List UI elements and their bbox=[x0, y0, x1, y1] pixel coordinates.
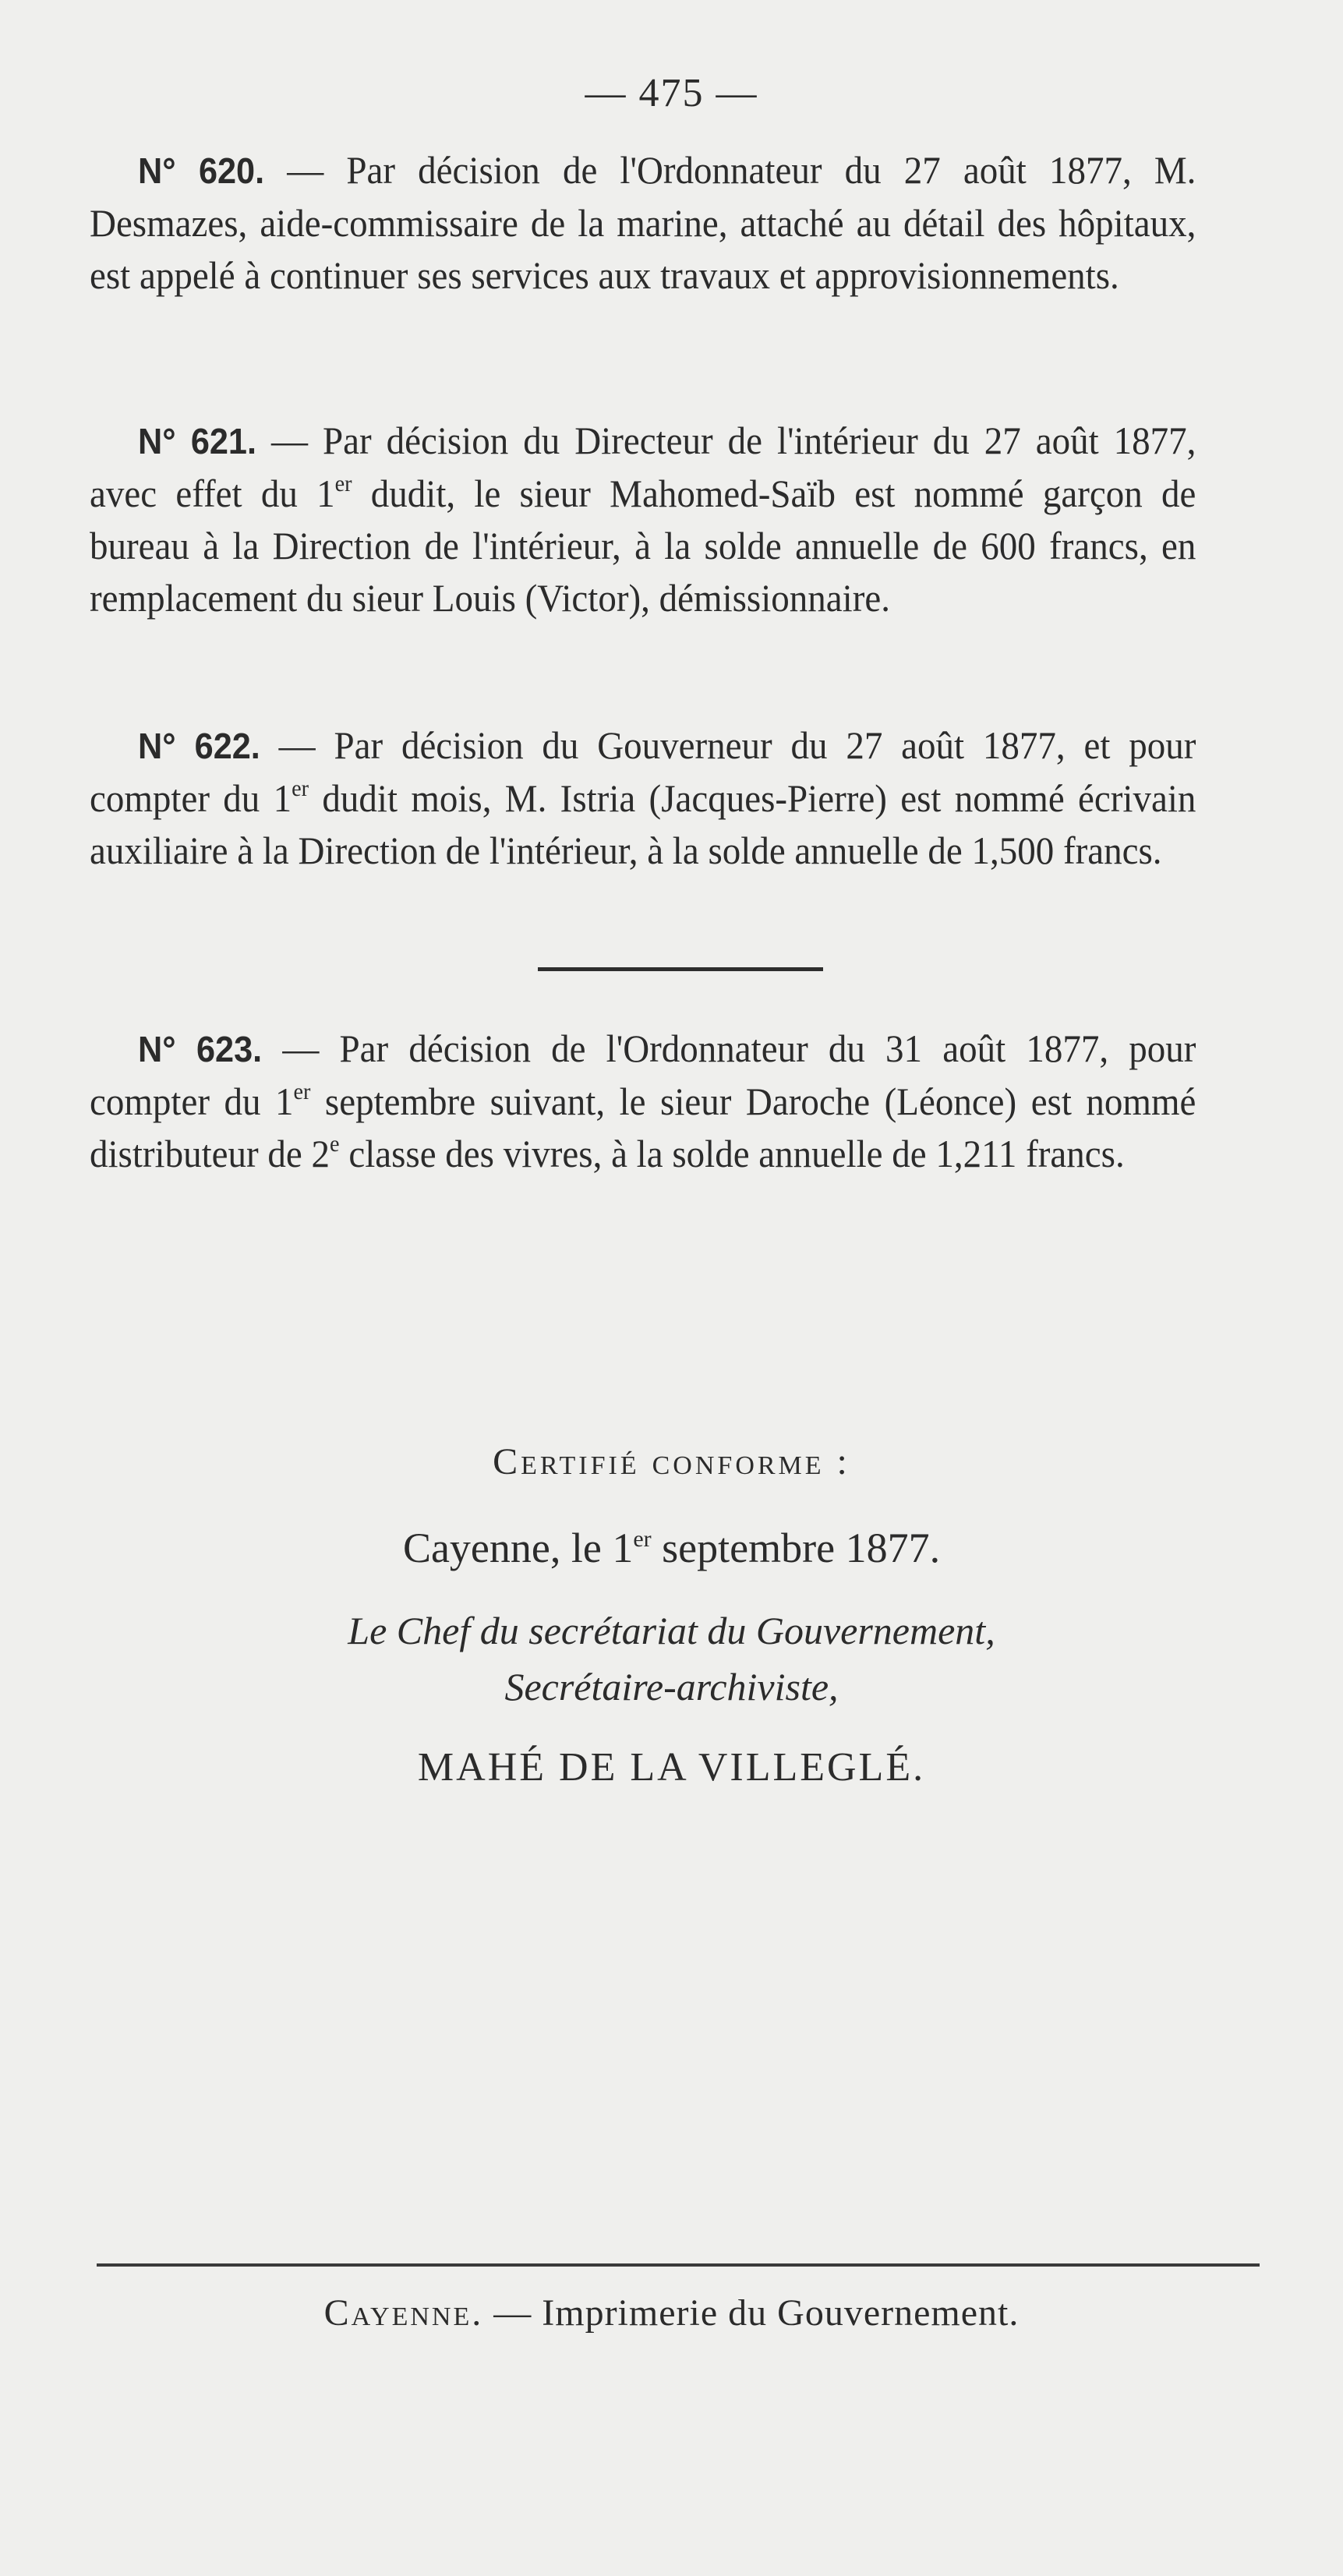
entry-paragraph bbox=[90, 719, 1196, 877]
footer-rule bbox=[97, 2263, 1260, 2267]
place-text: Cayenne, le 1 bbox=[402, 1525, 634, 1571]
entry-paragraph bbox=[90, 1023, 1196, 1180]
entry-text: — Par décision de l'Ordonnateur du 27 août 1877, M. Desmazes, aide-commissaire de la marine, attaché au détail des hôpitaux, est appelé à continuer ses services aux travaux et approvisionnements. bbox=[90, 148, 1196, 297]
superscript: e bbox=[330, 1131, 340, 1157]
page-number: — 475 — bbox=[585, 71, 758, 115]
certification-place-date bbox=[0, 1524, 1343, 1572]
superscript: er bbox=[334, 471, 352, 496]
entry-text: — Par décision du Gouverneur du 27 août 1877, et pour compter du 1 bbox=[90, 723, 1196, 820]
superscript: er bbox=[633, 1526, 652, 1552]
decision-entry-622 bbox=[90, 719, 1196, 877]
entry-text: septembre suivant, le sieur Daroche (Léonce) est nommé distributeur de 2 bbox=[90, 1080, 1196, 1175]
certification-title: Certifié conforme : bbox=[493, 1441, 850, 1482]
entry-number: N° 621. bbox=[138, 421, 256, 461]
entry-number: N° 620. bbox=[138, 150, 265, 191]
imprint-city: Cayenne. bbox=[323, 2292, 484, 2334]
entry-paragraph bbox=[90, 144, 1196, 302]
section-separator bbox=[538, 967, 823, 971]
entry-text: — Par décision de l'Ordonnateur du 31 août 1877, pour compter du 1 bbox=[90, 1027, 1196, 1123]
certification-role: Le Chef du secrétariat du Gouvernement, bbox=[348, 1609, 995, 1652]
entry-text: dudit mois, M. Istria (Jacques-Pierre) est nommé écrivain auxiliaire à la Direction de l'intérieur, à la solde annuelle de 1,500 francs. bbox=[90, 776, 1196, 872]
superscript: er bbox=[293, 1079, 311, 1104]
entry-number: N° 623. bbox=[138, 1029, 263, 1069]
entry-number: N° 622. bbox=[138, 726, 260, 766]
entry-paragraph bbox=[90, 415, 1196, 624]
entry-text: dudit, le sieur Mahomed-Saïb est nommé garçon de bureau à la Direction de l'intérieur, à la solde annuelle de 600 francs, en remplacement du sieur Louis (Victor), démissionnaire. bbox=[90, 472, 1196, 620]
decision-entry-623 bbox=[90, 1023, 1196, 1180]
decision-entry-621 bbox=[90, 415, 1196, 624]
imprint-printer: — Imprimerie du Gouvernement. bbox=[483, 2292, 1020, 2334]
superscript: er bbox=[292, 776, 309, 801]
signatory-name: MAHÉ DE LA VILLEGLÉ. bbox=[417, 1745, 926, 1790]
imprint-footer bbox=[0, 2292, 1343, 2334]
date-text: septembre 1877. bbox=[651, 1525, 941, 1571]
certification-role-secondary: Secrétaire-archiviste, bbox=[504, 1665, 839, 1708]
entry-text: — Par décision du Directeur de l'intérieur du 27 août 1877, avec effet du 1 bbox=[90, 419, 1196, 515]
decision-entry-620 bbox=[90, 144, 1196, 302]
entry-text: classe des vivres, à la solde annuelle de 1,211 francs. bbox=[339, 1132, 1125, 1175]
